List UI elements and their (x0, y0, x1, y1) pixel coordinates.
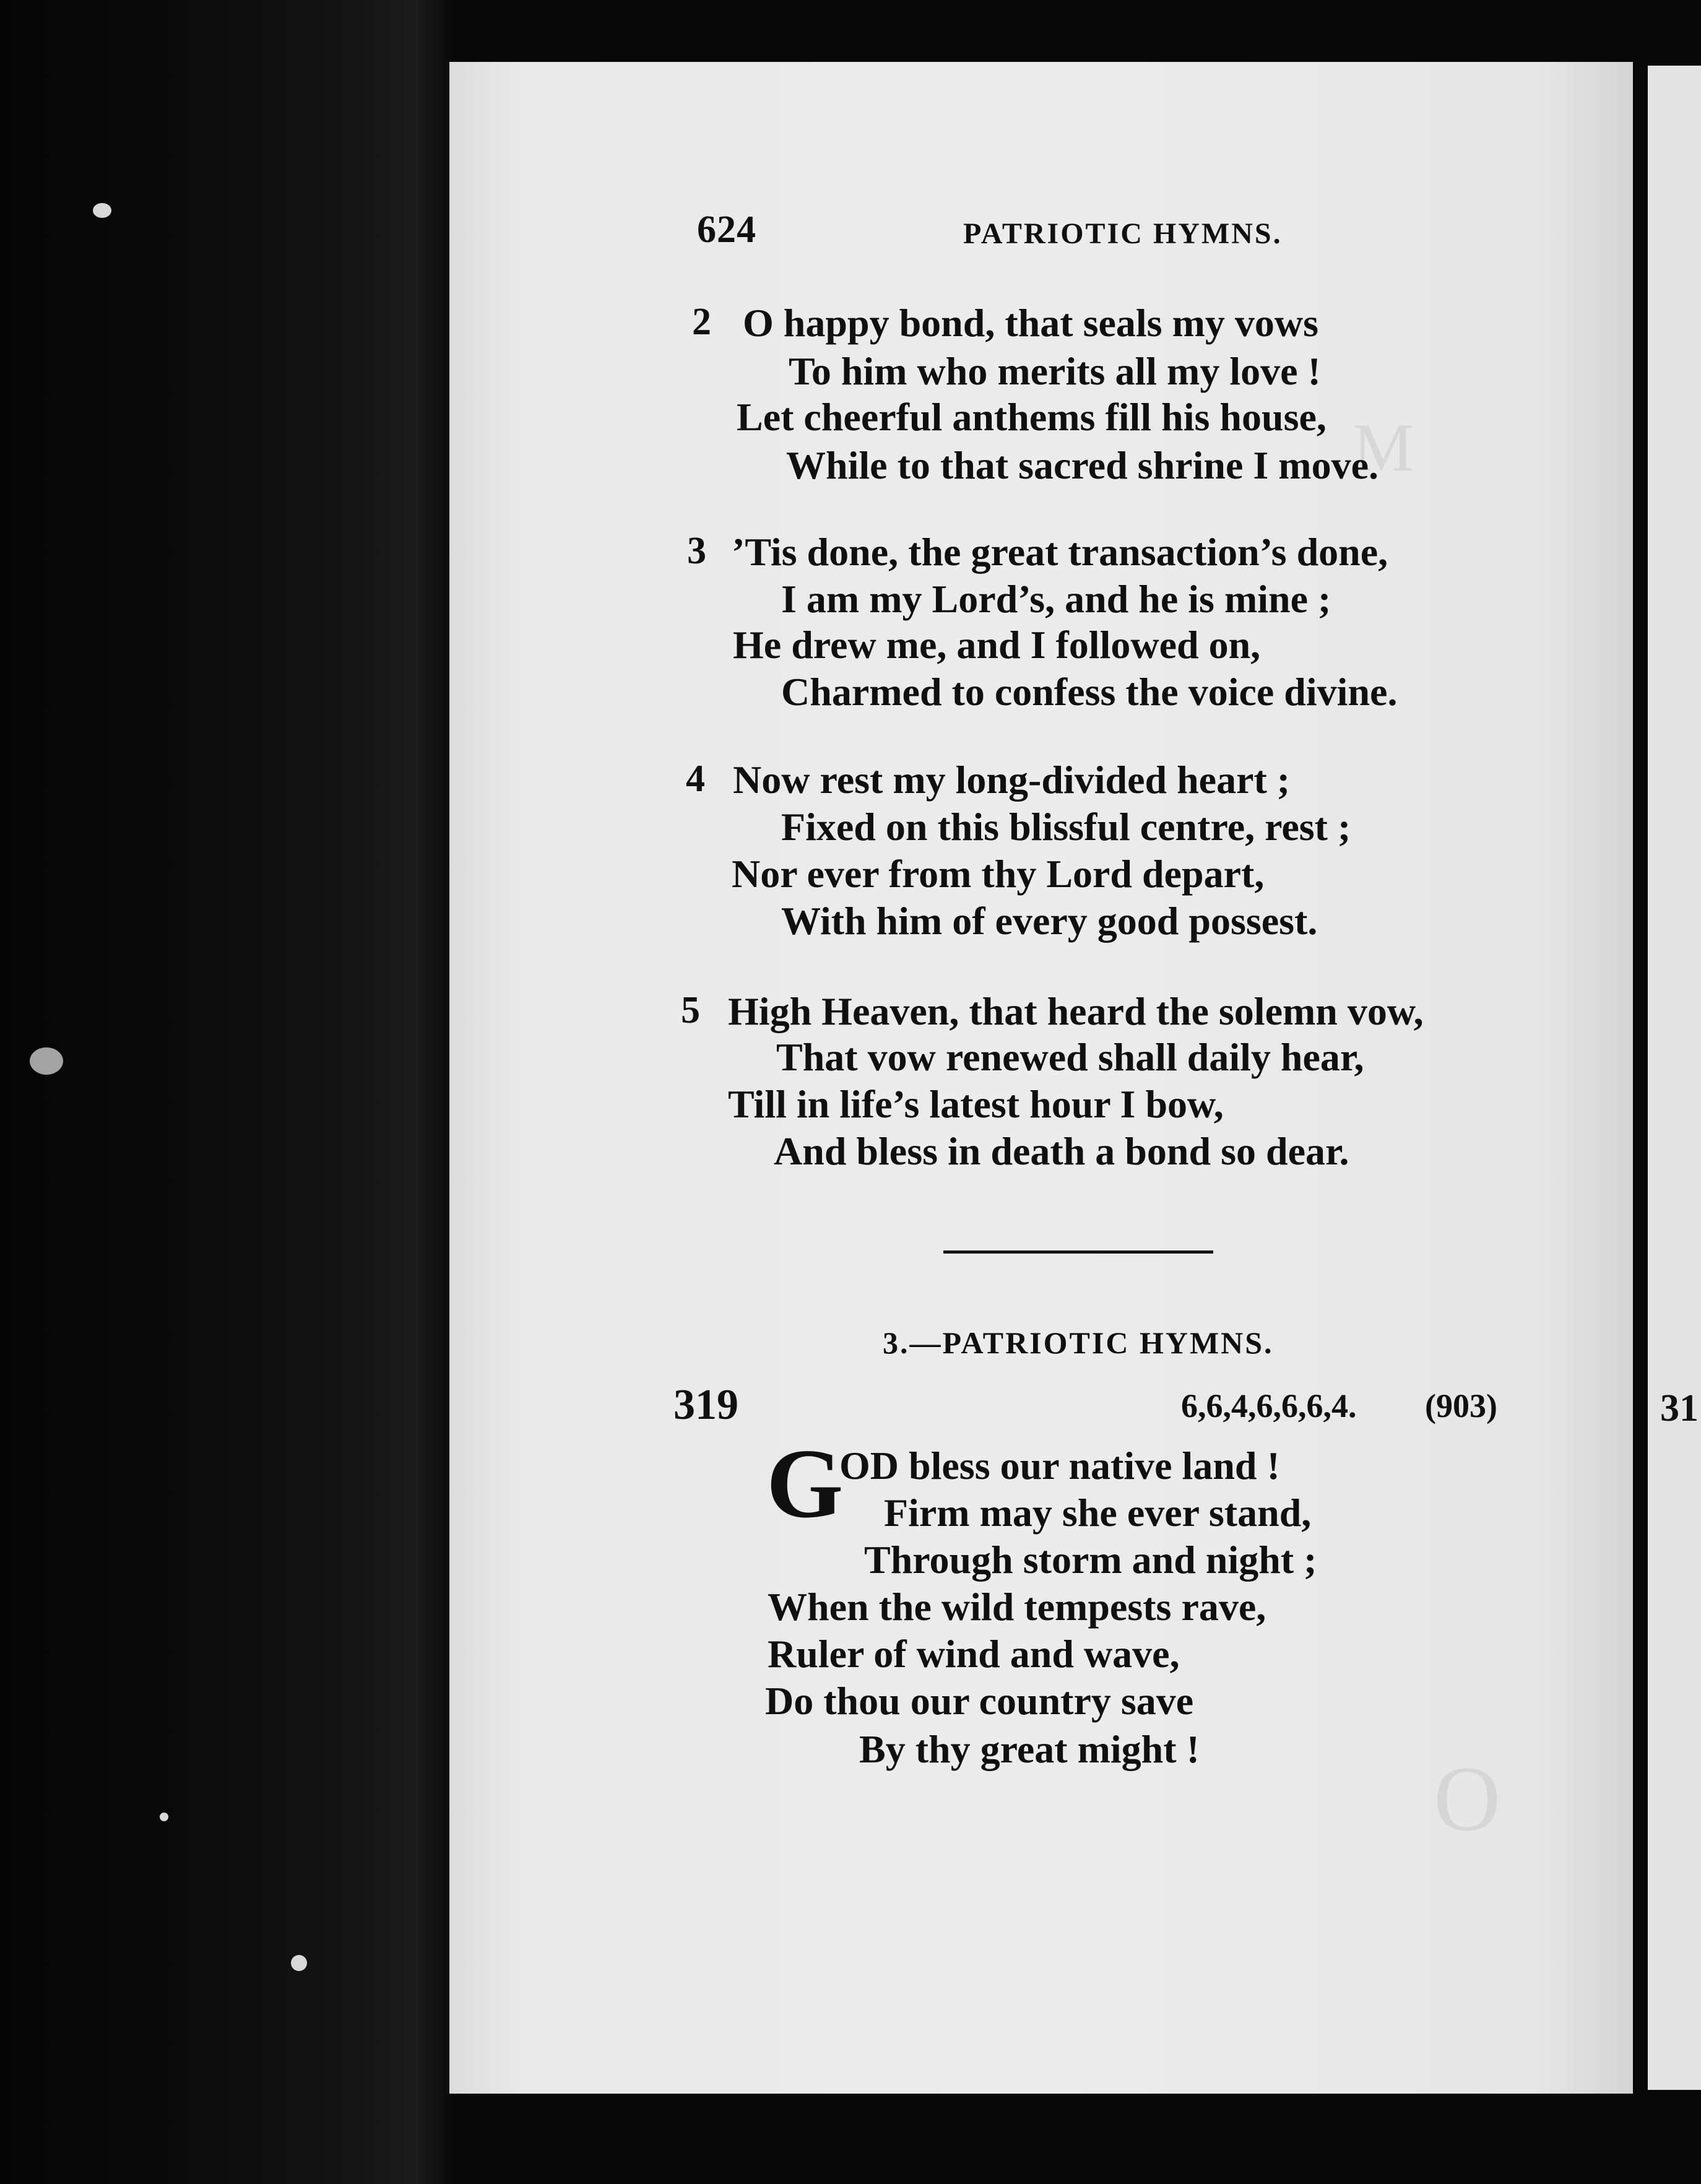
dust-speck (160, 1813, 168, 1821)
show-through-mark: O (1434, 1748, 1501, 1850)
verse-line: While to that sacred shrine I move. (786, 443, 1379, 487)
verse-line: He drew me, and I followed on, (733, 623, 1261, 667)
verse-line: Through storm and night ; (864, 1538, 1317, 1582)
page-number: 624 (697, 209, 756, 251)
verse-line: Charmed to confess the voice divine. (781, 670, 1398, 714)
book-binding-edge (0, 0, 452, 2184)
verse-line: Firm may she ever stand, (884, 1491, 1312, 1535)
verse-line: And bless in death a bond so dear. (774, 1129, 1349, 1173)
book-page (449, 62, 1633, 2094)
verse-line: When the wild tempests rave, (768, 1585, 1266, 1629)
verse-line: O happy bond, that seals my vows (743, 301, 1318, 345)
tune-number: (903) (1425, 1387, 1497, 1424)
verse-line: Do thou our country save (765, 1679, 1194, 1723)
verse-line: Till in life’s latest hour I bow, (728, 1082, 1224, 1126)
section-divider-rule (943, 1250, 1213, 1254)
hymn-meter: 6,6,4,6,6,6,4. (1181, 1387, 1357, 1424)
dust-speck (30, 1047, 63, 1075)
dust-speck (93, 203, 111, 218)
verse-line: High Heaven, that heard the solemn vow, (728, 989, 1424, 1033)
running-title: PATRIOTIC HYMNS. (963, 217, 1283, 250)
verse-line: OD bless our native land ! (839, 1444, 1280, 1488)
section-heading: 3.—PATRIOTIC HYMNS. (883, 1325, 1274, 1360)
stanza-number: 3 (687, 530, 706, 572)
dust-speck (291, 1955, 307, 1971)
show-through-mark: M (1353, 410, 1414, 485)
verse-line: To him who merits all my love ! (789, 349, 1321, 393)
hymn-number: 319 (673, 1381, 738, 1429)
verse-line: ’Tis done, the great transaction’s done, (732, 530, 1388, 574)
verse-line: Fixed on this blissful centre, rest ; (781, 805, 1351, 849)
verse-line: Ruler of wind and wave, (768, 1632, 1180, 1676)
verse-line: Now rest my long-divided heart ; (733, 758, 1291, 802)
verse-line: Let cheerful anthems fill his house, (737, 395, 1327, 439)
stanza-number: 5 (681, 989, 700, 1031)
facing-page-edge (1648, 66, 1701, 2090)
verse-line: With him of every good possest. (781, 899, 1318, 943)
stanza-number: 4 (686, 758, 705, 800)
drop-cap: G (766, 1428, 844, 1538)
facing-page-hymn-number: 31 (1660, 1387, 1699, 1429)
verse-line: By thy great might ! (859, 1727, 1200, 1771)
verse-line: Nor ever from thy Lord depart, (732, 852, 1265, 896)
stanza-number: 2 (692, 301, 711, 343)
verse-line: I am my Lord’s, and he is mine ; (781, 577, 1331, 621)
verse-line: That vow renewed shall daily hear, (776, 1035, 1364, 1079)
